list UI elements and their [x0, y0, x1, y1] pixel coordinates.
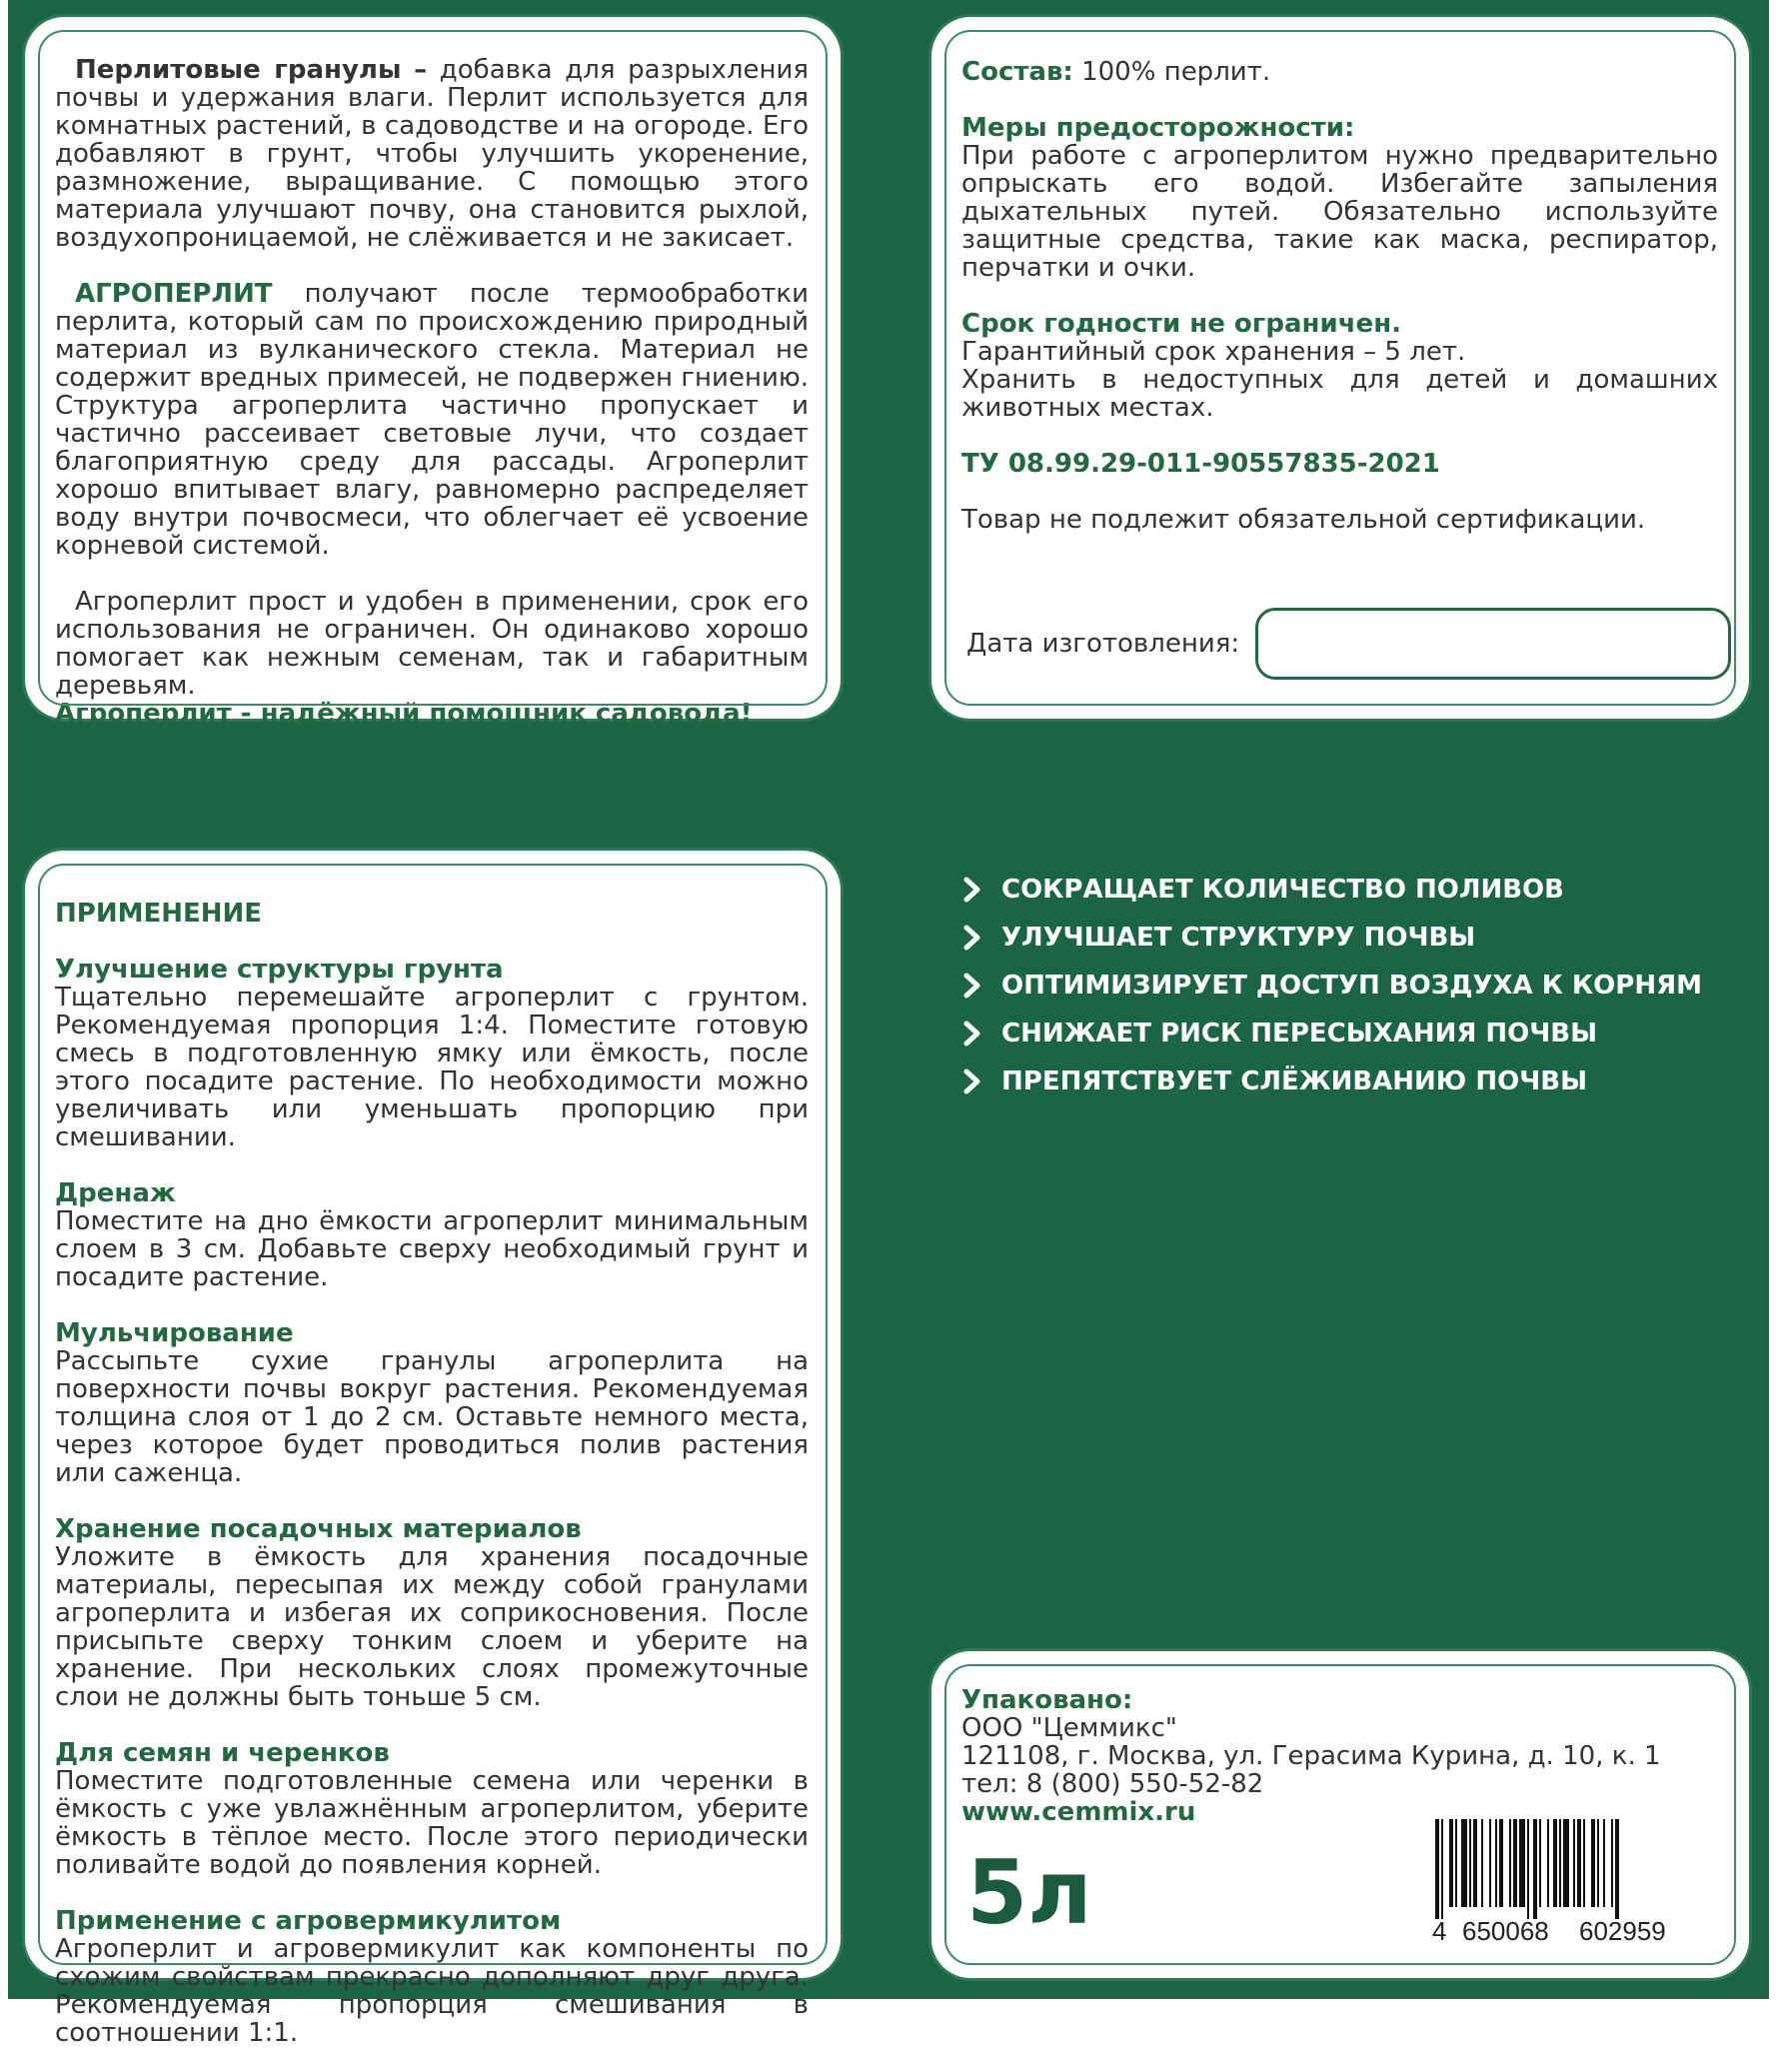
- benefits-list: [957, 866, 1757, 1105]
- barcode-bar: [1573, 1819, 1575, 1907]
- barcode-bar: [1591, 1819, 1595, 1907]
- benefit-label: ОПТИМИЗИРУЕТ ДОСТУП ВОЗДУХА К КОРНЯМ: [1001, 971, 1702, 1001]
- composition-value: 100% перлит.: [1081, 57, 1271, 87]
- brand-name: АГРОПЕРЛИТ: [75, 279, 273, 309]
- barcode-bar: [1481, 1819, 1483, 1907]
- tu-number: ТУ 08.99.29-011-90557835-2021: [961, 449, 1440, 479]
- benefit-item: [957, 914, 1757, 962]
- intro-dash: –: [414, 55, 428, 85]
- packer-website: www.cemmix.ru: [961, 1797, 1196, 1827]
- barcode-bar: [1499, 1819, 1503, 1907]
- section-heading: Мульчирование: [55, 1318, 294, 1348]
- application-panel: [30, 856, 836, 2048]
- composition: [961, 58, 1718, 86]
- chevron-right-icon: [957, 1066, 987, 1096]
- benefit-item: [957, 1057, 1757, 1105]
- production-text: получают после термообработки перлита, который сам по происхождению природный материал из вулканического стекла. Материал не содержит вредных примесей, не подвержен гниению. Структура агроперлита частично пропускает и частично рассеивает световые лучи, что создает благоприятную среду для рассады. Агроперлит хорошо впитывает влагу, равномерно распределяет воду внутри почвосмеси, что облегчает её усвоение корневой системой.: [55, 279, 809, 561]
- composition-label: Состав:: [961, 57, 1073, 87]
- section-heading: Хранение посадочных материалов: [55, 1514, 582, 1544]
- info-panel: [936, 22, 1744, 714]
- section-heading: Применение с агровермикулитом: [55, 1906, 562, 1936]
- section-text: Поместите на дно ёмкости агроперлит минимальным слоем в 3 см. Добавьте сверху необходимый грунт и посадите растение.: [55, 1206, 809, 1292]
- barcode-bar: [1583, 1819, 1585, 1907]
- benefit-label: СОКРАЩАЕТ КОЛИЧЕСТВО ПОЛИВОВ: [1001, 875, 1564, 905]
- barcode-bar: [1547, 1819, 1549, 1907]
- barcode-bar: [1509, 1819, 1511, 1907]
- barcode-left-digits: 650068: [1462, 1916, 1549, 1946]
- chevron-right-icon: [957, 923, 987, 953]
- barcode-bar: [1513, 1819, 1517, 1907]
- packer-company: ООО "Цеммикс": [961, 1713, 1177, 1743]
- packer-phone: тел: 8 (800) 550-52-82: [961, 1769, 1264, 1799]
- barcode-bar: [1527, 1819, 1529, 1919]
- barcode-bar: [1455, 1819, 1457, 1907]
- barcode-bar: [1435, 1819, 1439, 1919]
- certification-note: Товар не подлежит обязательной сертификации.: [961, 505, 1646, 535]
- manufacture-date-field: [1255, 608, 1731, 680]
- barcode-right-digits: 602959: [1579, 1916, 1666, 1946]
- barcode-bar: [1461, 1819, 1467, 1907]
- section-text: Агроперлит и агровермикулит как компоненты по схожим свойствам прекрасно дополняют друг друга. Рекомендуемая пропорция смешивания в соотношении 1:1.: [55, 1934, 809, 2048]
- barcode-bar: [1603, 1819, 1605, 1907]
- shelf-line-2: Хранить в недоступных для детей и домашних животных местах.: [961, 365, 1718, 423]
- chevron-right-icon: [957, 1019, 987, 1048]
- slogan: Агроперлит - надёжный помощник садовода!: [55, 699, 753, 729]
- shelf-line-1: Гарантийный срок хранения – 5 лет.: [961, 337, 1466, 367]
- precautions-title: Меры предосторожности:: [961, 113, 1355, 143]
- barcode-bar: [1559, 1819, 1561, 1907]
- barcode-bar: [1577, 1819, 1581, 1907]
- barcode-first-digit: 4: [1432, 1916, 1447, 1946]
- shelf-title: Срок годности не ограничен.: [961, 309, 1402, 339]
- manufacture-date-label: Дата изготовления:: [966, 629, 1240, 659]
- intro-text: добавка для разрыхления почвы и удержания влаги. Перлит используется для комнатных растений, в садоводстве и на огороде. Его добавляют в грунт, чтобы улучшить укоренение, размножение, выращивание. С помощью этого материала улучшают почву, она становится рыхлой, воздухопроницаемой, не слёживается и не закисает.: [55, 55, 809, 253]
- barcode-bar: [1495, 1819, 1497, 1907]
- packer-title: Упаковано:: [961, 1685, 1133, 1715]
- chevron-right-icon: [957, 971, 987, 1001]
- manufacture-date-row: [966, 608, 1731, 680]
- barcode-bar: [1489, 1819, 1491, 1907]
- description-panel: [30, 22, 836, 729]
- section-heading: Дренаж: [55, 1178, 176, 1208]
- barcode-bar: [1449, 1819, 1453, 1907]
- barcode-bar: [1553, 1819, 1557, 1907]
- packer-address: 121108, г. Москва, ул. Герасима Курина, д. 10, к. 1: [961, 1741, 1661, 1771]
- benefit-item: [957, 1010, 1757, 1057]
- barcode-bar: [1611, 1819, 1613, 1907]
- barcode-bar: [1441, 1819, 1443, 1919]
- application-title: ПРИМЕНЕНИЕ: [55, 899, 263, 929]
- section-text: Тщательно перемешайте агроперлит с грунтом. Рекомендуемая пропорция 1:4. Поместите готовую смесь в подготовленную ямку или ёмкость, после этого посадите растение. По необходимости можно увеличивать или уменьшать пропорцию при смешивании.: [55, 983, 809, 1152]
- benefit-label: СНИЖАЕТ РИСК ПЕРЕСЫХАНИЯ ПОЧВЫ: [1001, 1019, 1598, 1048]
- section-text: Уложите в ёмкость для хранения посадочные материалы, пересыпая их между собой гранулами агроперлита и избегая их соприкосновения. После присыпьте сверху тонким слоем и уберите на хранение. При нескольких слоях промежуточные слои не должны быть тоньше 5 см.: [55, 1542, 809, 1712]
- intro-title: Перлитовые гранулы: [75, 55, 402, 85]
- barcode-bar: [1539, 1819, 1541, 1907]
- barcode-bar: [1533, 1819, 1537, 1919]
- barcode-bar: [1597, 1819, 1599, 1907]
- production-paragraph: [55, 280, 809, 560]
- barcode-bar: [1473, 1819, 1477, 1907]
- barcode-bar: [1615, 1819, 1619, 1919]
- intro-paragraph: [55, 56, 809, 252]
- benefit-item: [957, 962, 1757, 1010]
- benefit-label: ПРЕПЯТСТВУЕТ СЛЁЖИВАНИЮ ПОЧВЫ: [1001, 1066, 1588, 1096]
- benefit-label: УЛУЧШАЕТ СТРУКТУРУ ПОЧВЫ: [1001, 923, 1476, 953]
- packer-panel: [936, 1656, 1744, 1973]
- chevron-right-icon: [957, 875, 987, 905]
- barcode-bar: [1469, 1819, 1471, 1907]
- barcode-bar: [1519, 1819, 1525, 1907]
- section-text: Поместите подготовленные семена или черенки в ёмкость с уже увлажнённым агроперлитом, уберите ёмкость в тёплое место. После этого периодически поливайте водой до появления корней.: [55, 1766, 809, 1880]
- volume-label: 5л: [966, 1841, 1092, 1944]
- benefit-item: [957, 866, 1757, 914]
- precautions-text: При работе с агроперлитом нужно предварительно опрыскать его водой. Избегайте запыления дыхательных путей. Обязательно используйте защитные средства, такие как маска, респиратор, перчатки и очки.: [961, 141, 1718, 283]
- section-heading: Для семян и черенков: [55, 1738, 390, 1768]
- section-heading: Улучшение структуры грунта: [55, 955, 504, 985]
- section-text: Рассыпьте сухие гранулы агроперлита на поверхности почвы вокруг растения. Рекомендуемая толщина слоя от 1 до 2 см. Оставьте немного места, через которое будет проводиться полив растения или саженца.: [55, 1346, 809, 1488]
- usage-paragraph: Агроперлит прост и удобен в применении, срок его использования не ограничен. Он одинаково хорошо помогает как нежным семенам, так и габаритным деревьям.: [55, 587, 809, 701]
- barcode: [1433, 1819, 1689, 1919]
- barcode-bar: [1563, 1819, 1569, 1907]
